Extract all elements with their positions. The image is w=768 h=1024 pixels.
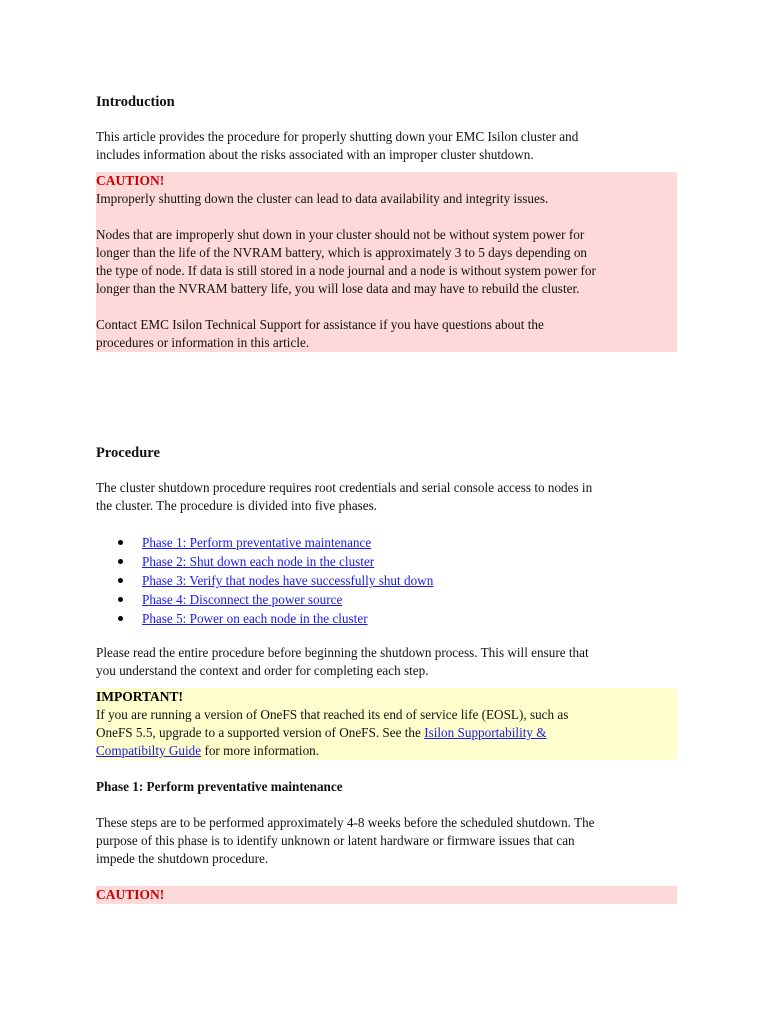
phase1-heading: Phase 1: Perform preventative maintenance	[96, 779, 343, 794]
bullet-icon	[118, 540, 123, 545]
phase-5-link[interactable]: Phase 5: Power on each node in the cluster	[142, 611, 368, 626]
list-item	[96, 533, 677, 552]
caution-text: Improperly shutting down the cluster can lead to data availability and integrity issues.	[96, 191, 549, 206]
intro-paragraph-line: This article provides the procedure for properly shutting down your EMC Isilon cluster and	[96, 129, 579, 144]
supportability-guide-link[interactable]: Compatibilty Guide	[96, 743, 202, 758]
caution-text: longer than the NVRAM battery life, you will lose data and may have to rebuild the cluster.	[96, 281, 580, 296]
supportability-guide-link[interactable]: Isilon Supportability &	[424, 725, 547, 740]
important-text: If you are running a version of OneFS that reached its end of service life (EOSL), such as	[96, 707, 569, 722]
procedure-paragraph-line: you understand the context and order for completing each step.	[96, 663, 429, 678]
phase1-paragraph-line: purpose of this phase is to identify unknown or latent hardware or firmware issues that can	[96, 833, 575, 848]
important-text-segment: OneFS 5.5, upgrade to a supported version of OneFS. See the	[96, 725, 425, 740]
caution-text: the type of node. If data is still stored in a node journal and a node is without system power for	[96, 263, 596, 278]
bullet-icon	[118, 578, 123, 583]
caution-box	[96, 172, 677, 352]
phase-2-link[interactable]: Phase 2: Shut down each node in the cluster	[142, 554, 375, 569]
bullet-icon	[118, 597, 123, 602]
list-item	[96, 571, 677, 590]
caution-text: Contact EMC Isilon Technical Support for assistance if you have questions about the	[96, 317, 544, 332]
important-box	[96, 688, 677, 760]
list-item	[96, 552, 677, 571]
important-text	[96, 724, 677, 742]
phase1-paragraph-line: impede the shutdown procedure.	[96, 851, 269, 866]
caution-box	[96, 886, 677, 904]
document-page	[96, 92, 677, 904]
procedure-paragraph-line: Please read the entire procedure before beginning the shutdown process. This will ensure that	[96, 645, 589, 660]
bullet-icon	[118, 559, 123, 564]
bullet-icon	[118, 616, 123, 621]
caution-title: CAUTION!	[96, 173, 165, 188]
introduction-heading: Introduction	[96, 94, 175, 110]
important-title: IMPORTANT!	[96, 689, 184, 704]
phase-3-link[interactable]: Phase 3: Verify that nodes have successfully shut down	[142, 573, 434, 588]
procedure-heading: Procedure	[96, 445, 160, 461]
intro-paragraph-line: includes information about the risks associated with an improper cluster shutdown.	[96, 147, 534, 162]
list-item	[96, 609, 677, 628]
phase1-paragraph-line: These steps are to be performed approximately 4-8 weeks before the scheduled shutdown. The	[96, 815, 595, 830]
phase-4-link[interactable]: Phase 4: Disconnect the power source	[142, 592, 343, 607]
list-item	[96, 590, 677, 609]
procedure-paragraph-line: The cluster shutdown procedure requires root credentials and serial console access to nodes in	[96, 480, 593, 495]
phase-list	[96, 533, 677, 628]
phase-1-link[interactable]: Phase 1: Perform preventative maintenance	[142, 535, 372, 550]
caution-text: Nodes that are improperly shut down in your cluster should not be without system power for	[96, 227, 585, 242]
important-text	[96, 742, 677, 760]
procedure-paragraph-line: the cluster. The procedure is divided into five phases.	[96, 498, 378, 513]
caution-title: CAUTION!	[96, 887, 165, 902]
important-text-segment: for more information.	[201, 743, 320, 758]
caution-text: longer than the life of the NVRAM battery, which is approximately 3 to 5 days depending on	[96, 245, 588, 260]
caution-text: procedures or information in this article.	[96, 335, 310, 350]
